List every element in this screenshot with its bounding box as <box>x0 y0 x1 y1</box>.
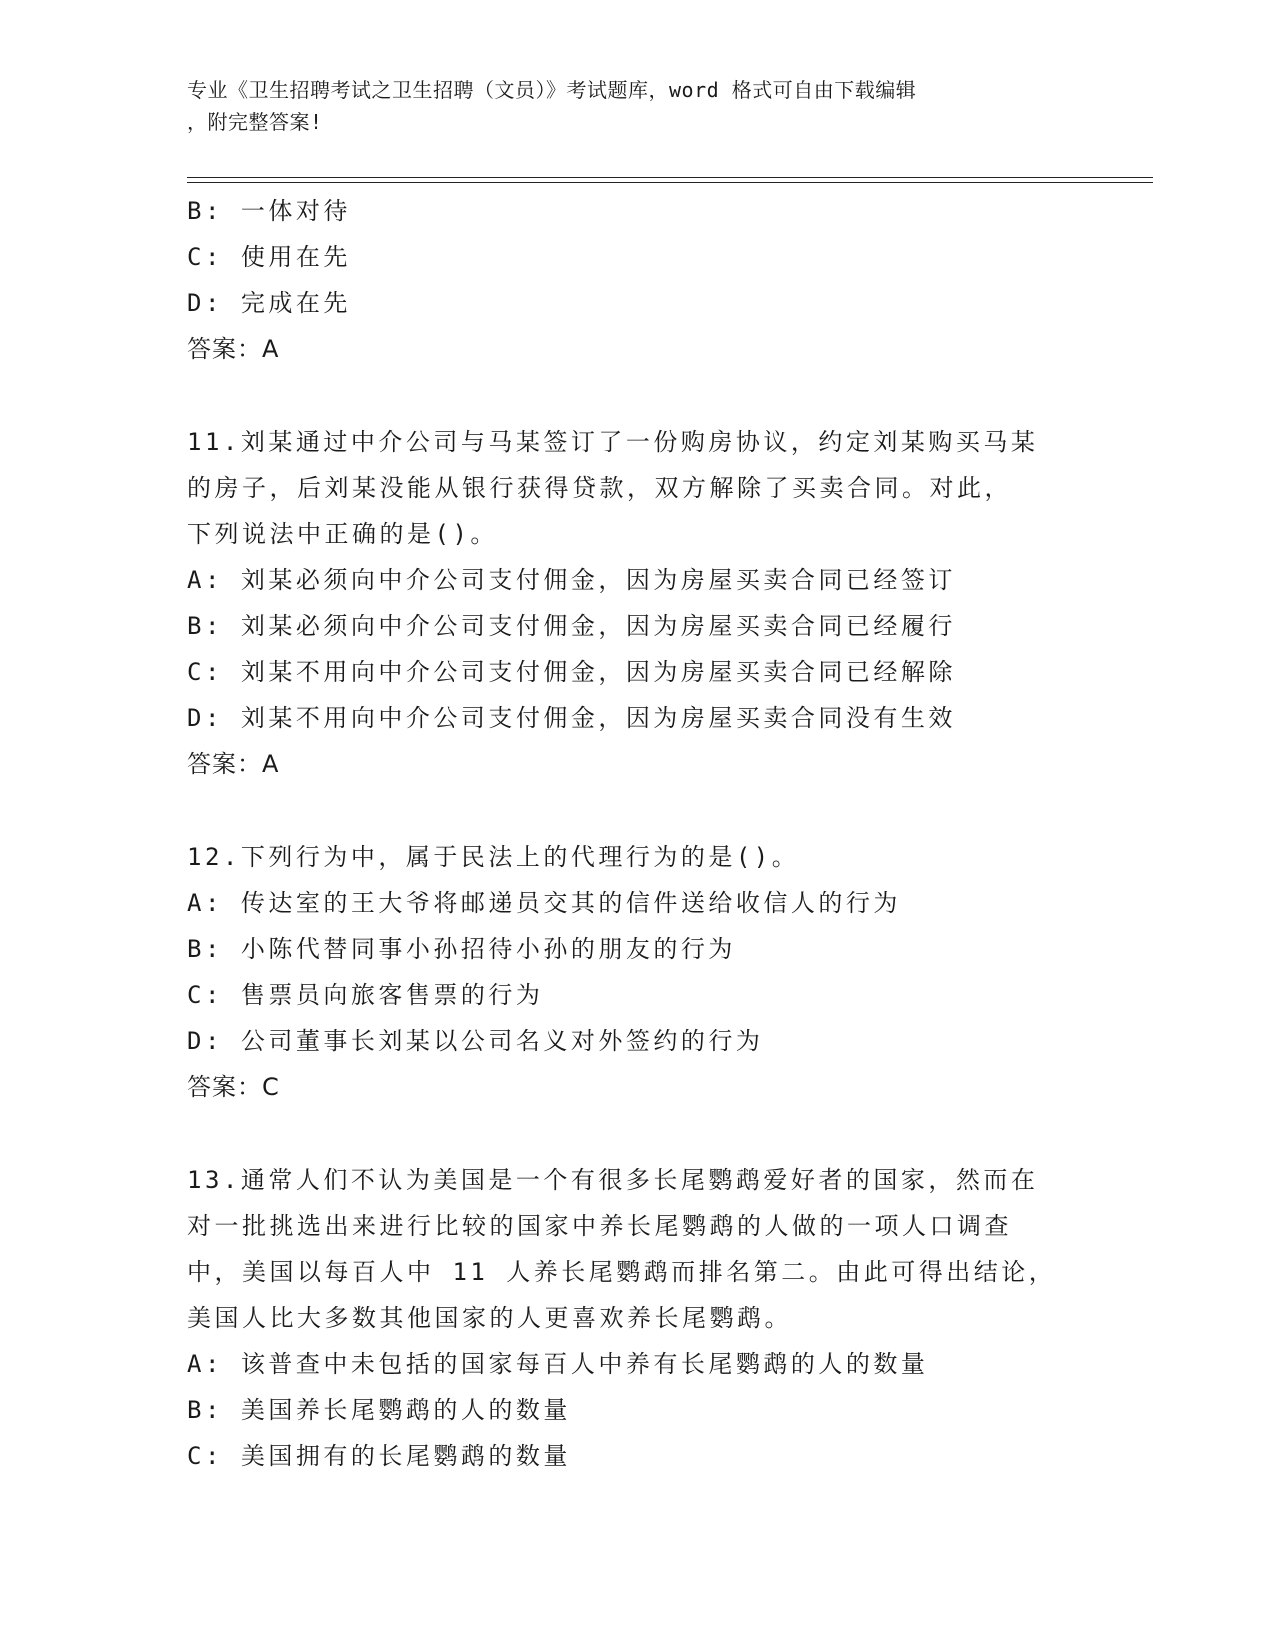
option-a: A: 传达室的王大爷将邮递员交其的信件送给收信人的行为 <box>187 889 901 917</box>
header-rule-bottom <box>187 182 1153 183</box>
header-rule-top <box>187 177 1153 178</box>
question-list <box>187 188 1087 1479</box>
question-stem-line: 中，美国以每百人中 11 人养长尾鹦鹉而排名第二。由此可得出结论， <box>187 1258 1057 1286</box>
question-stem-line: 美国人比大多数其他国家的人更喜欢养长尾鹦鹉。 <box>187 1304 792 1332</box>
answer-label: 答案：A <box>187 335 280 363</box>
question-stem-line: 的房子，后刘某没能从银行获得贷款，双方解除了买卖合同。对此， <box>187 474 1012 502</box>
document-header <box>187 74 1067 138</box>
question-stem-line: 11.刘某通过中介公司与马某签订了一份购房协议，约定刘某购买马某 <box>187 428 1039 456</box>
option-d: D: 完成在先 <box>187 289 351 317</box>
option-b: B: 美国养长尾鹦鹉的人的数量 <box>187 1396 571 1424</box>
question-stem-line: 对一批挑选出来进行比较的国家中养长尾鹦鹉的人做的一项人口调查 <box>187 1212 1012 1240</box>
option-d: D: 刘某不用向中介公司支付佣金，因为房屋买卖合同没有生效 <box>187 704 956 732</box>
question-stem-line: 下列说法中正确的是()。 <box>187 520 498 548</box>
option-b: B: 小陈代替同事小孙招待小孙的朋友的行为 <box>187 935 736 963</box>
question-stem-line: 13.通常人们不认为美国是一个有很多长尾鹦鹉爱好者的国家，然而在 <box>187 1166 1039 1194</box>
header-line-2: ，附完整答案! <box>187 110 323 134</box>
option-c: C: 使用在先 <box>187 243 351 271</box>
option-a: A: 刘某必须向中介公司支付佣金，因为房屋买卖合同已经签订 <box>187 566 956 594</box>
answer-label: 答案：C <box>187 1073 280 1101</box>
question-block-11 <box>187 419 1087 787</box>
question-stem-line: 12.下列行为中，属于民法上的代理行为的是()。 <box>187 843 800 871</box>
option-c: C: 刘某不用向中介公司支付佣金，因为房屋买卖合同已经解除 <box>187 658 956 686</box>
question-block-prev <box>187 188 1087 372</box>
option-c: C: 售票员向旅客售票的行为 <box>187 981 544 1009</box>
question-block-13 <box>187 1157 1087 1479</box>
option-b: B: 刘某必须向中介公司支付佣金，因为房屋买卖合同已经履行 <box>187 612 956 640</box>
option-a: A: 该普查中未包括的国家每百人中养有长尾鹦鹉的人的数量 <box>187 1350 929 1378</box>
question-block-12 <box>187 834 1087 1110</box>
option-c: C: 美国拥有的长尾鹦鹉的数量 <box>187 1442 571 1470</box>
answer-label: 答案：A <box>187 750 280 778</box>
option-d: D: 公司董事长刘某以公司名义对外签约的行为 <box>187 1027 764 1055</box>
option-b: B: 一体对待 <box>187 197 351 225</box>
header-line-1: 专业《卫生招聘考试之卫生招聘（文员）》考试题库，word 格式可自由下载编辑 <box>187 78 917 102</box>
